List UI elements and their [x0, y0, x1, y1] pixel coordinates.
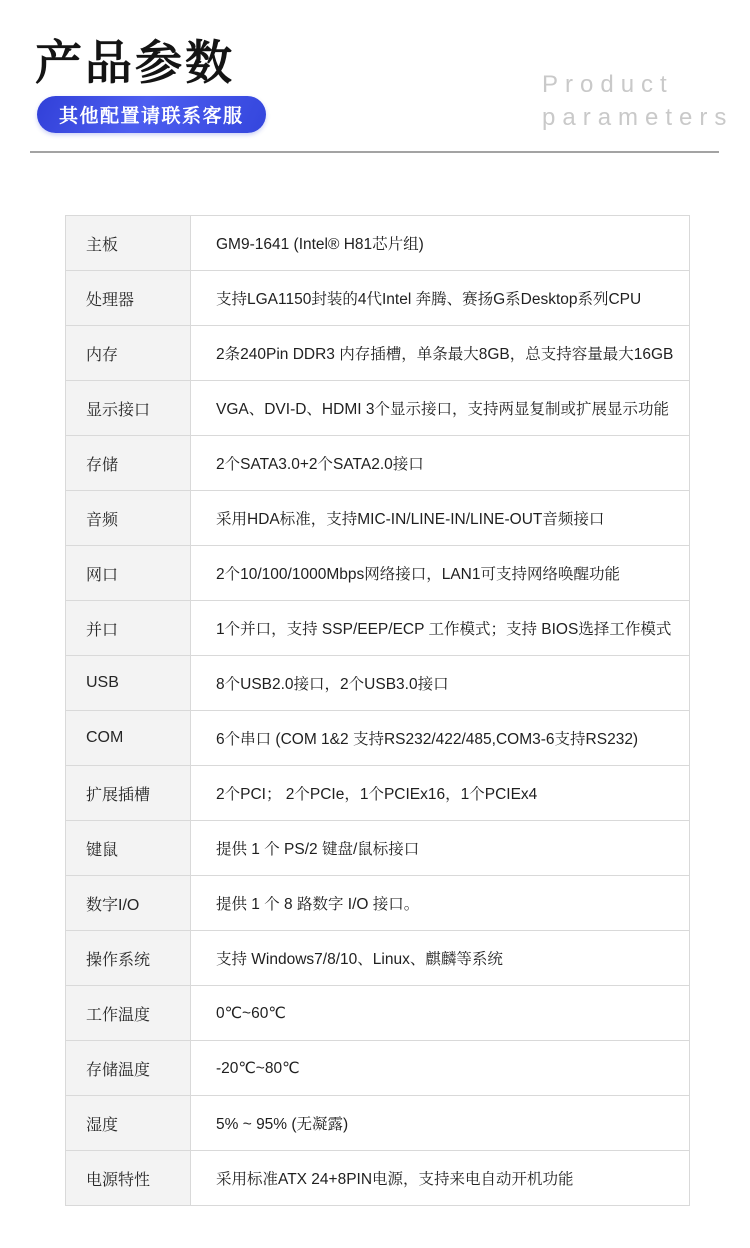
- spec-value: 2个PCI； 2个PCIe，1个PCIEx16，1个PCIEx4: [216, 786, 538, 803]
- spec-value: 2个SATA3.0+2个SATA2.0接口: [216, 456, 424, 473]
- spec-value: 0℃~60℃: [216, 1004, 286, 1022]
- spec-label: 网口: [66, 546, 191, 600]
- table-row: [66, 820, 689, 875]
- table-row: [66, 1095, 689, 1150]
- spec-label: 电源特性: [66, 1151, 191, 1205]
- table-row: [66, 490, 689, 545]
- spec-label: 存储: [66, 436, 191, 490]
- table-row: [66, 435, 689, 490]
- table-row: [66, 875, 689, 930]
- spec-label: USB: [66, 656, 191, 710]
- spec-label: 工作温度: [66, 986, 191, 1040]
- spec-label: 处理器: [66, 271, 191, 325]
- english-subtitle-line2: parameters: [542, 104, 734, 131]
- table-row: [66, 270, 689, 325]
- spec-value: VGA、DVI-D、HDMI 3个显示接口，支持两显复制或扩展显示功能: [216, 401, 669, 418]
- spec-value: 采用标准ATX 24+8PIN电源，支持来电自动开机功能: [216, 1171, 574, 1188]
- spec-label: 湿度: [66, 1096, 191, 1150]
- spec-label: 扩展插槽: [66, 766, 191, 820]
- english-subtitle: [542, 68, 733, 134]
- spec-label: 键鼠: [66, 821, 191, 875]
- table-row: [66, 655, 689, 710]
- table-row: [66, 985, 689, 1040]
- spec-value: 2个10/100/1000Mbps网络接口，LAN1可支持网络唤醒功能: [216, 566, 620, 583]
- page-title: 产品参数: [35, 36, 235, 89]
- spec-value: 支持 Windows7/8/10、Linux、麒麟等系统: [216, 951, 503, 968]
- table-row: [66, 1150, 689, 1205]
- table-row: [66, 1040, 689, 1095]
- english-subtitle-line1: Product: [542, 71, 674, 98]
- spec-label: 内存: [66, 326, 191, 380]
- spec-value: 6个串口 (COM 1&2 支持RS232/422/485,COM3-6支持RS232): [216, 731, 639, 748]
- spec-value: 1个并口，支持 SSP/EEP/ECP 工作模式；支持 BIOS选择工作模式: [216, 621, 672, 638]
- spec-label: 显示接口: [66, 381, 191, 435]
- spec-value: 5% ~ 95% (无凝露): [216, 1116, 349, 1133]
- spec-value: 8个USB2.0接口，2个USB3.0接口: [216, 676, 449, 693]
- spec-value: 2条240Pin DDR3 内存插槽，单条最大8GB，总支持容量最大16GB: [216, 346, 674, 363]
- table-row: [66, 930, 689, 985]
- table-row: [66, 216, 689, 270]
- spec-value: GM9-1641 (Intel® H81芯片组): [216, 236, 424, 253]
- header-divider: [30, 151, 719, 153]
- table-row: [66, 765, 689, 820]
- spec-label: 音频: [66, 491, 191, 545]
- spec-value: 提供 1 个 8 路数字 I/O 接口。: [216, 896, 420, 913]
- spec-label: COM: [66, 711, 191, 765]
- table-row: [66, 545, 689, 600]
- table-row: [66, 710, 689, 765]
- spec-value: -20℃~80℃: [216, 1059, 300, 1077]
- table-row: [66, 600, 689, 655]
- spec-value: 提供 1 个 PS/2 键盘/鼠标接口: [216, 841, 420, 858]
- spec-label: 操作系统: [66, 931, 191, 985]
- spec-value: 支持LGA1150封装的4代Intel 奔腾、赛扬G系Desktop系列CPU: [216, 291, 642, 308]
- spec-label: 存储温度: [66, 1041, 191, 1095]
- spec-label: 并口: [66, 601, 191, 655]
- spec-label: 数字I/O: [66, 876, 191, 930]
- contact-service-badge[interactable]: 其他配置请联系客服: [37, 96, 266, 133]
- spec-label: 主板: [66, 216, 191, 270]
- table-row: [66, 380, 689, 435]
- table-row: [66, 325, 689, 380]
- spec-table: [65, 215, 690, 1206]
- spec-value: 采用HDA标准，支持MIC-IN/LINE-IN/LINE-OUT音频接口: [216, 511, 605, 528]
